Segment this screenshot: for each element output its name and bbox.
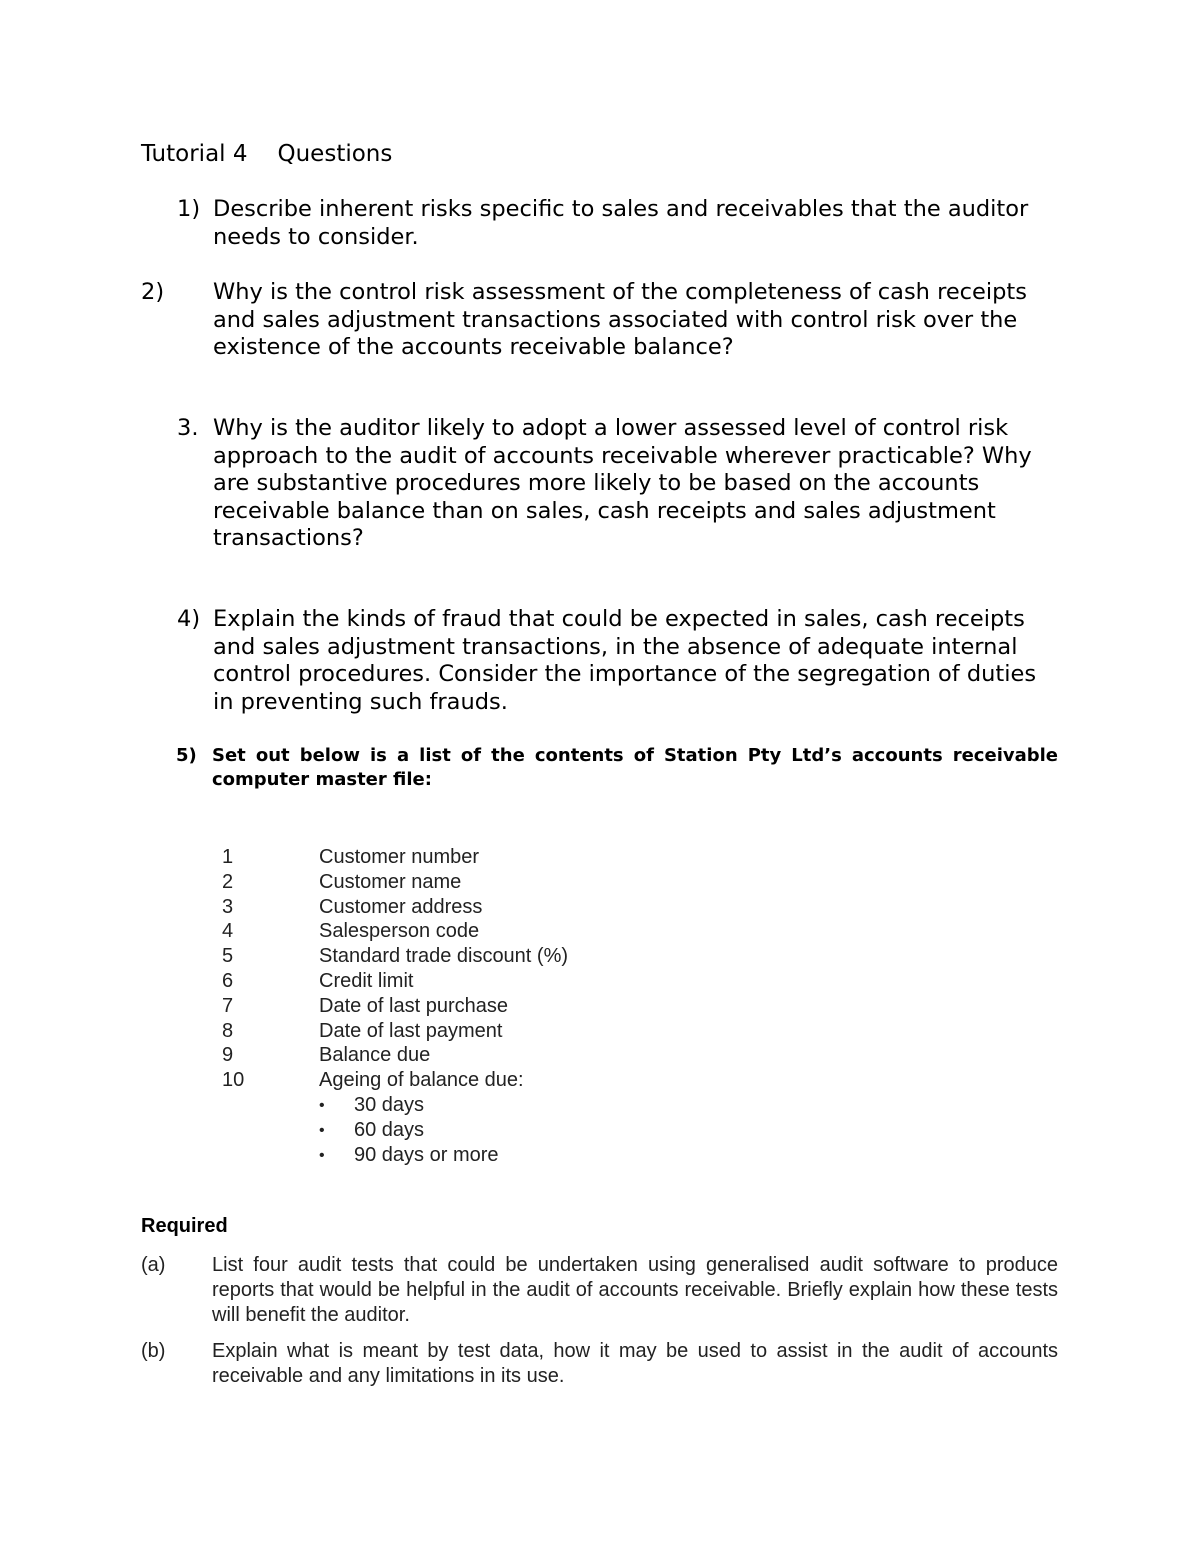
questions-label: Questions [277, 141, 393, 167]
document-page: Tutorial 4 Questions 1) Describe inherent risks specific to sales and receivables that the auditor needs to consider. 2) Why is the control risk assessment of the completeness of cash receipts and sales adjustment transactions associated with control risk over the existence of the accounts receivable balance? 3. Why is the auditor likely to adopt a lower assessed level of control risk approach to the audit of accounts receivable wherever practicable? Why are substantive procedures more likely to be based on the accounts receivable balance than on sales, cash receipts and sales adjustment transactions? 4) Explain the kinds of fraud that could be expected in sales, cash receipts and sales adjustment transactions, in the absence of adequate internal control procedures. Consider the importance of the segregation of duties in preventing such frauds. 5) Set out below is a list of the contents of Station Pty Ltd’s accounts receivable computer master file: 1 Customer number 2 Customer name 3 Customer address 4 Salesperson code 5 Standard trade discount (%) 6 Credit limit 7 Date of last purchase 8 Date of last payment 9 Balance due 10 Ageing of balance due: • 30 days • 60 days • 90 days or more Required (a) List four audit tests that could be undertaken using generalised audit software to produce reports that would be helpful in the audit of accounts receivable. Briefly explain how these tests will benefit the auditor. (b) Explain what is meant by test data, how it may be used to assist in the audit of accounts receivable and any limitations in its use. [0, 0, 1200, 1553]
required-item-text: Explain what is meant by test data, how it may be used to assist in the audit of accounts receivable and any limitations in its use. [212, 1340, 1058, 1387]
required-item-label: (a) [141, 1254, 166, 1276]
question-number: 5) [176, 745, 197, 766]
required-item-text: List four audit tests that could be undertaken using generalised audit software to produce reports that would be helpful in the audit of accounts receivable. Briefly explain how these tests will benefit the auditor. [212, 1254, 1058, 1326]
required-item-label: (b) [141, 1340, 166, 1362]
question-number: 4) [177, 606, 201, 632]
question-number: 1) [177, 196, 201, 222]
question-text: Why is the auditor likely to adopt a lower assessed level of control risk approach to the audit of accounts receivable wherever practicable? Why are substantive procedures more likely to be based on the accounts receivable balance than on sales, cash receipts and sales adjustment transactions? [213, 415, 1032, 551]
page-title [141, 141, 392, 167]
question-text: Explain the kinds of fraud that could be expected in sales, cash receipts and sales adjustment transactions, in the absence of adequate internal control procedures. Consider the importance of the segregation of duties in preventing such frauds. [213, 606, 1037, 715]
question-number: 2) [141, 279, 165, 305]
question-text: Describe inherent risks specific to sales and receivables that the auditor needs to consider. [213, 196, 1029, 250]
bullet-icon: • [319, 1096, 325, 1114]
tutorial-label: Tutorial 4 [141, 141, 248, 167]
question-text: Set out below is a list of the contents of Station Pty Ltd’s accounts receivable computer master file: [212, 745, 1058, 790]
bullet-icon: • [319, 1147, 325, 1165]
required-heading: Required [141, 1215, 228, 1237]
question-text: Why is the control risk assessment of the completeness of cash receipts and sales adjustment transactions associated with control risk over the existence of the accounts receivable balance? [213, 279, 1027, 360]
bullet-icon: • [319, 1122, 325, 1140]
question-number: 3. [177, 415, 199, 441]
